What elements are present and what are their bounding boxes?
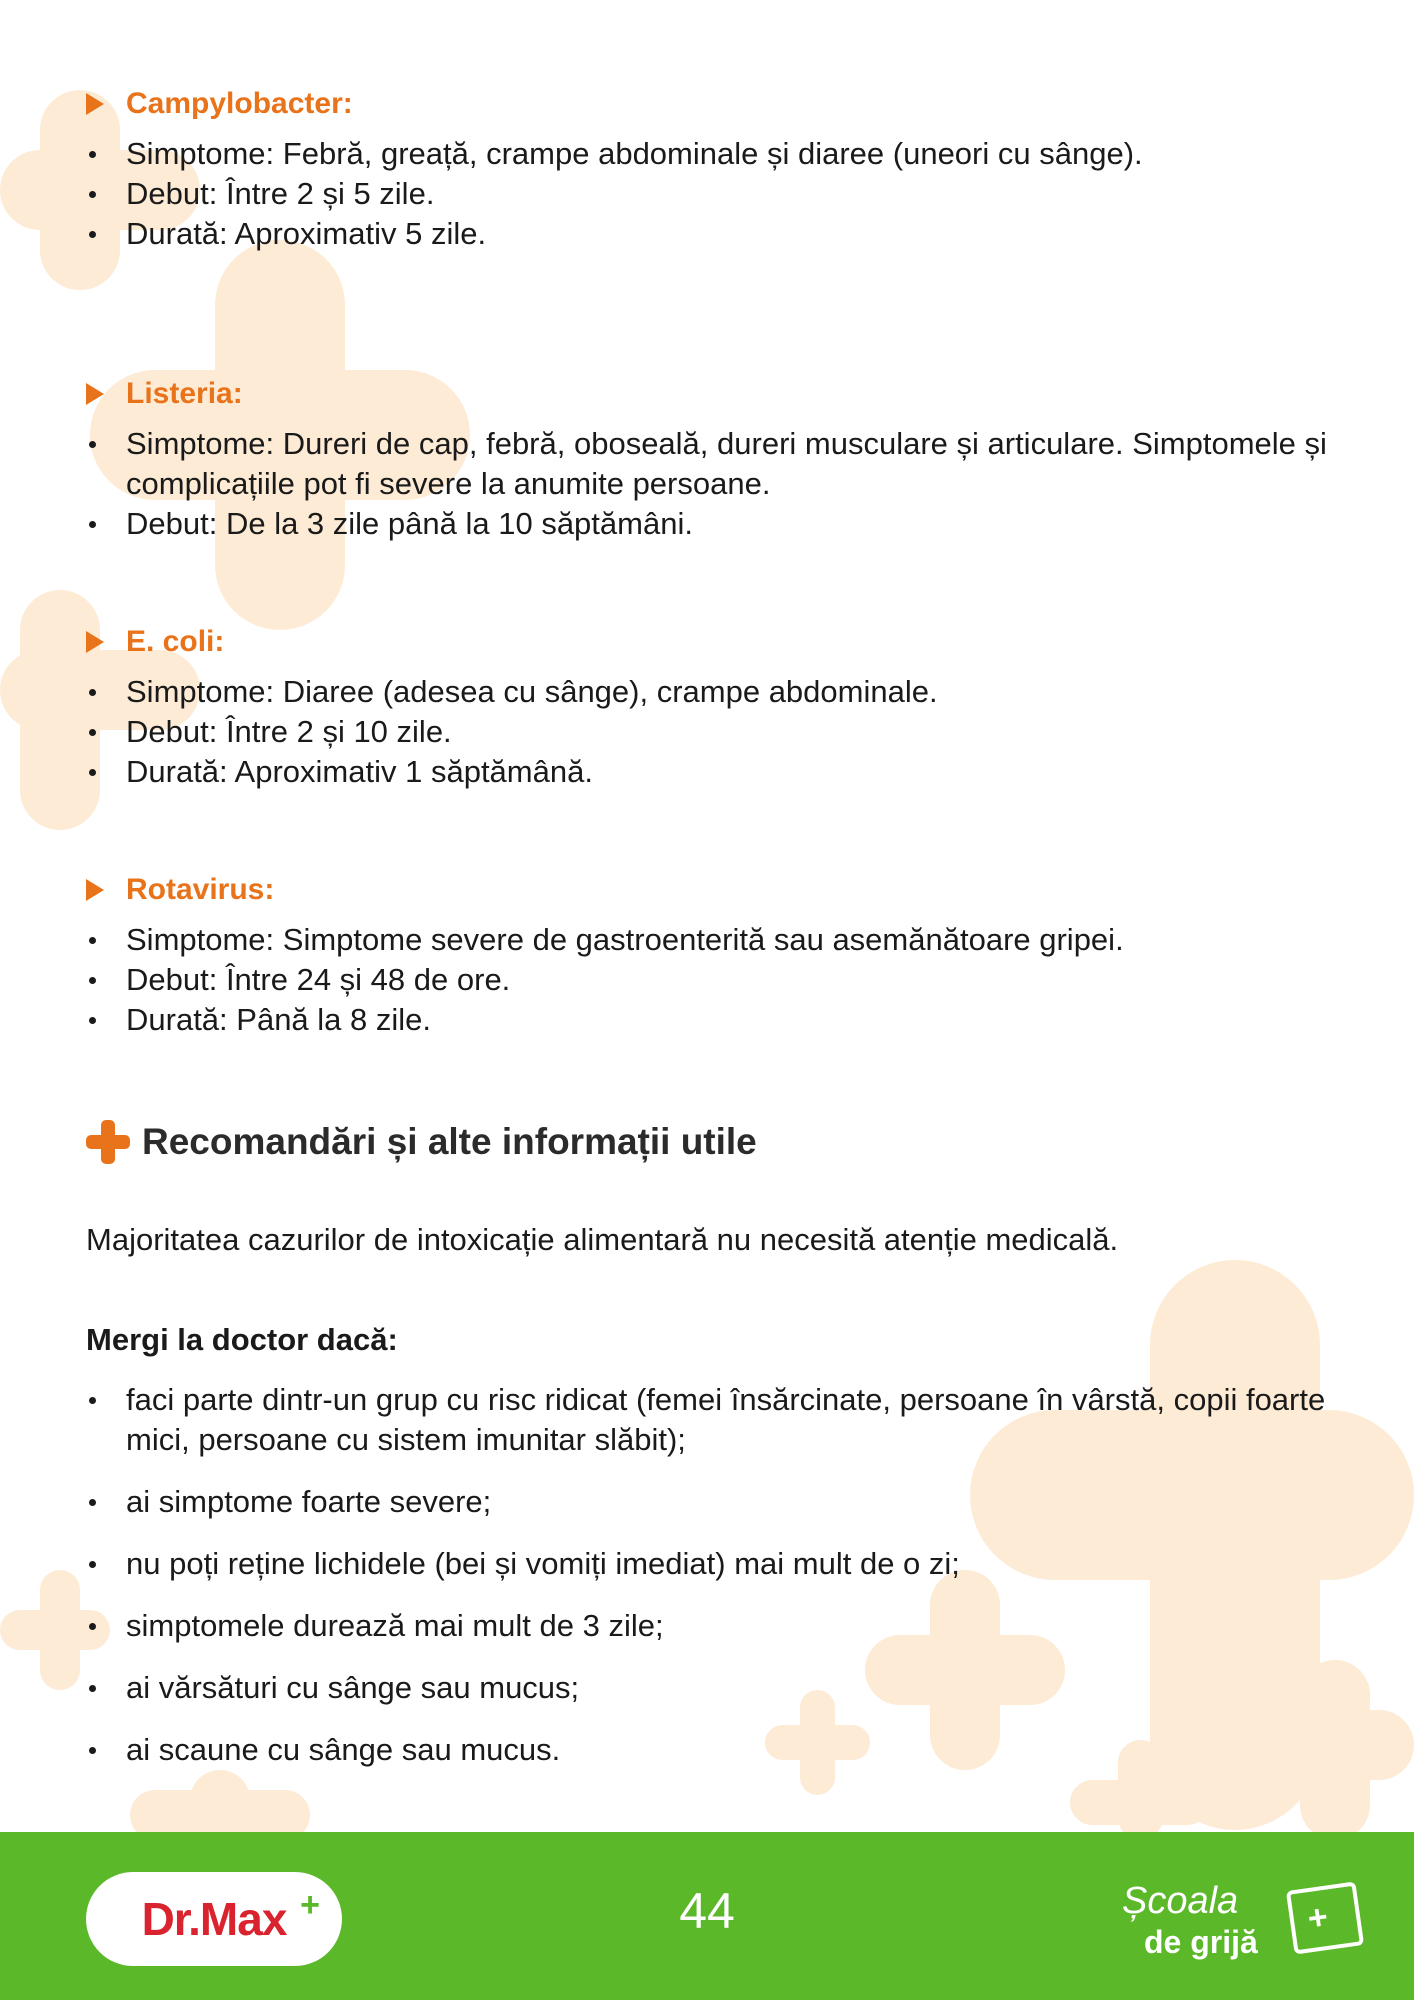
plus-icon <box>86 1120 130 1164</box>
bullet-dot-icon <box>89 1499 96 1506</box>
list-item: Simptome: Dureri de cap, febră, oboseală, dureri musculare și articulare. Simptomele și complicațiile pot fi severe la anumite persoane. <box>86 424 1346 504</box>
list-item: Debut: De la 3 zile până la 10 săptămâni. <box>86 504 1346 544</box>
list-item: faci parte dintr-un grup cu risc ridicat (femei însărcinate, persoane în vârstă, copii foarte mici, persoane cu sistem imunitar slăbit); <box>86 1380 1346 1460</box>
list-item: Durată: Aproximativ 5 zile. <box>86 214 1346 254</box>
bullet-dot-icon <box>89 441 96 448</box>
bullet-dot-icon <box>89 689 96 696</box>
logo-text: Dr.Max <box>141 1893 287 1945</box>
list-item: ai vărsături cu sânge sau mucus; <box>86 1668 1346 1708</box>
bullet-dot-icon <box>89 937 96 944</box>
page-number: 44 <box>679 1883 735 1939</box>
section-listeria <box>86 374 1346 544</box>
list-item: Simptome: Diaree (adesea cu sânge), crampe abdominale. <box>86 672 1346 712</box>
bullet-dot-icon <box>89 1685 96 1692</box>
section-e-coli <box>86 622 1346 792</box>
doctor-heading: Mergi la doctor dacă: <box>86 1322 398 1357</box>
bullet-dot-icon <box>89 1397 96 1404</box>
bullet-dot-icon <box>89 729 96 736</box>
section-title: Listeria: <box>126 377 243 410</box>
symptom-list <box>86 672 1346 792</box>
bullet-dot-icon <box>89 769 96 776</box>
recommendations-paragraph: Majoritatea cazurilor de intoxicație alimentară nu necesită atenție medicală. <box>86 1222 1119 1257</box>
scoala-de-grija-logo[interactable] <box>1118 1880 1378 1980</box>
list-item: Durată: Până la 8 zile. <box>86 1000 1346 1040</box>
symptom-list <box>86 424 1346 544</box>
play-arrow-icon <box>86 879 104 901</box>
bullet-dot-icon <box>89 521 96 528</box>
symptom-list <box>86 920 1346 1040</box>
recommendations-header <box>86 1120 757 1164</box>
brand-line2: de grijă <box>1144 1924 1258 1960</box>
footer <box>0 1832 1414 2000</box>
bullet-dot-icon <box>89 231 96 238</box>
drmax-logo[interactable] <box>86 1872 342 1966</box>
bullet-dot-icon <box>89 1561 96 1568</box>
section-header <box>86 622 1346 662</box>
section-header <box>86 374 1346 414</box>
list-item: ai simptome foarte severe; <box>86 1482 1346 1522</box>
logo-plus-icon: + <box>300 1886 320 1924</box>
bullet-dot-icon <box>89 1017 96 1024</box>
bullet-dot-icon <box>89 1623 96 1630</box>
symptom-list <box>86 134 1346 254</box>
doctor-list <box>86 1380 1346 1792</box>
book-plus-icon <box>1286 1881 1364 1954</box>
play-arrow-icon <box>86 93 104 115</box>
bullet-dot-icon <box>89 1747 96 1754</box>
section-header <box>86 870 1346 910</box>
section-title: Rotavirus: <box>126 873 275 906</box>
bullet-dot-icon <box>89 151 96 158</box>
bullet-dot-icon <box>89 191 96 198</box>
play-arrow-icon <box>86 383 104 405</box>
brand-plus: + <box>1305 1897 1331 1939</box>
bullet-dot-icon <box>89 977 96 984</box>
list-item: nu poți reține lichidele (bei și vomiți imediat) mai mult de o zi; <box>86 1544 1346 1584</box>
list-item: Durată: Aproximativ 1 săptămână. <box>86 752 1346 792</box>
list-item: Debut: Între 2 și 10 zile. <box>86 712 1346 752</box>
recommendations-title: Recomandări și alte informații utile <box>142 1121 757 1162</box>
list-item: simptomele durează mai mult de 3 zile; <box>86 1606 1346 1646</box>
section-rotavirus <box>86 870 1346 1040</box>
section-title: Campylobacter: <box>126 87 353 120</box>
play-arrow-icon <box>86 631 104 653</box>
list-item: ai scaune cu sânge sau mucus. <box>86 1730 1346 1770</box>
list-item: Simptome: Febră, greață, crampe abdominale și diaree (uneori cu sânge). <box>86 134 1346 174</box>
section-header <box>86 84 1346 124</box>
brand-line1: Școala <box>1122 1880 1239 1922</box>
section-title: E. coli: <box>126 625 225 658</box>
section-campylobacter <box>86 84 1346 254</box>
list-item: Simptome: Simptome severe de gastroenterită sau asemănătoare gripei. <box>86 920 1346 960</box>
list-item: Debut: Între 24 și 48 de ore. <box>86 960 1346 1000</box>
list-item: Debut: Între 2 și 5 zile. <box>86 174 1346 214</box>
